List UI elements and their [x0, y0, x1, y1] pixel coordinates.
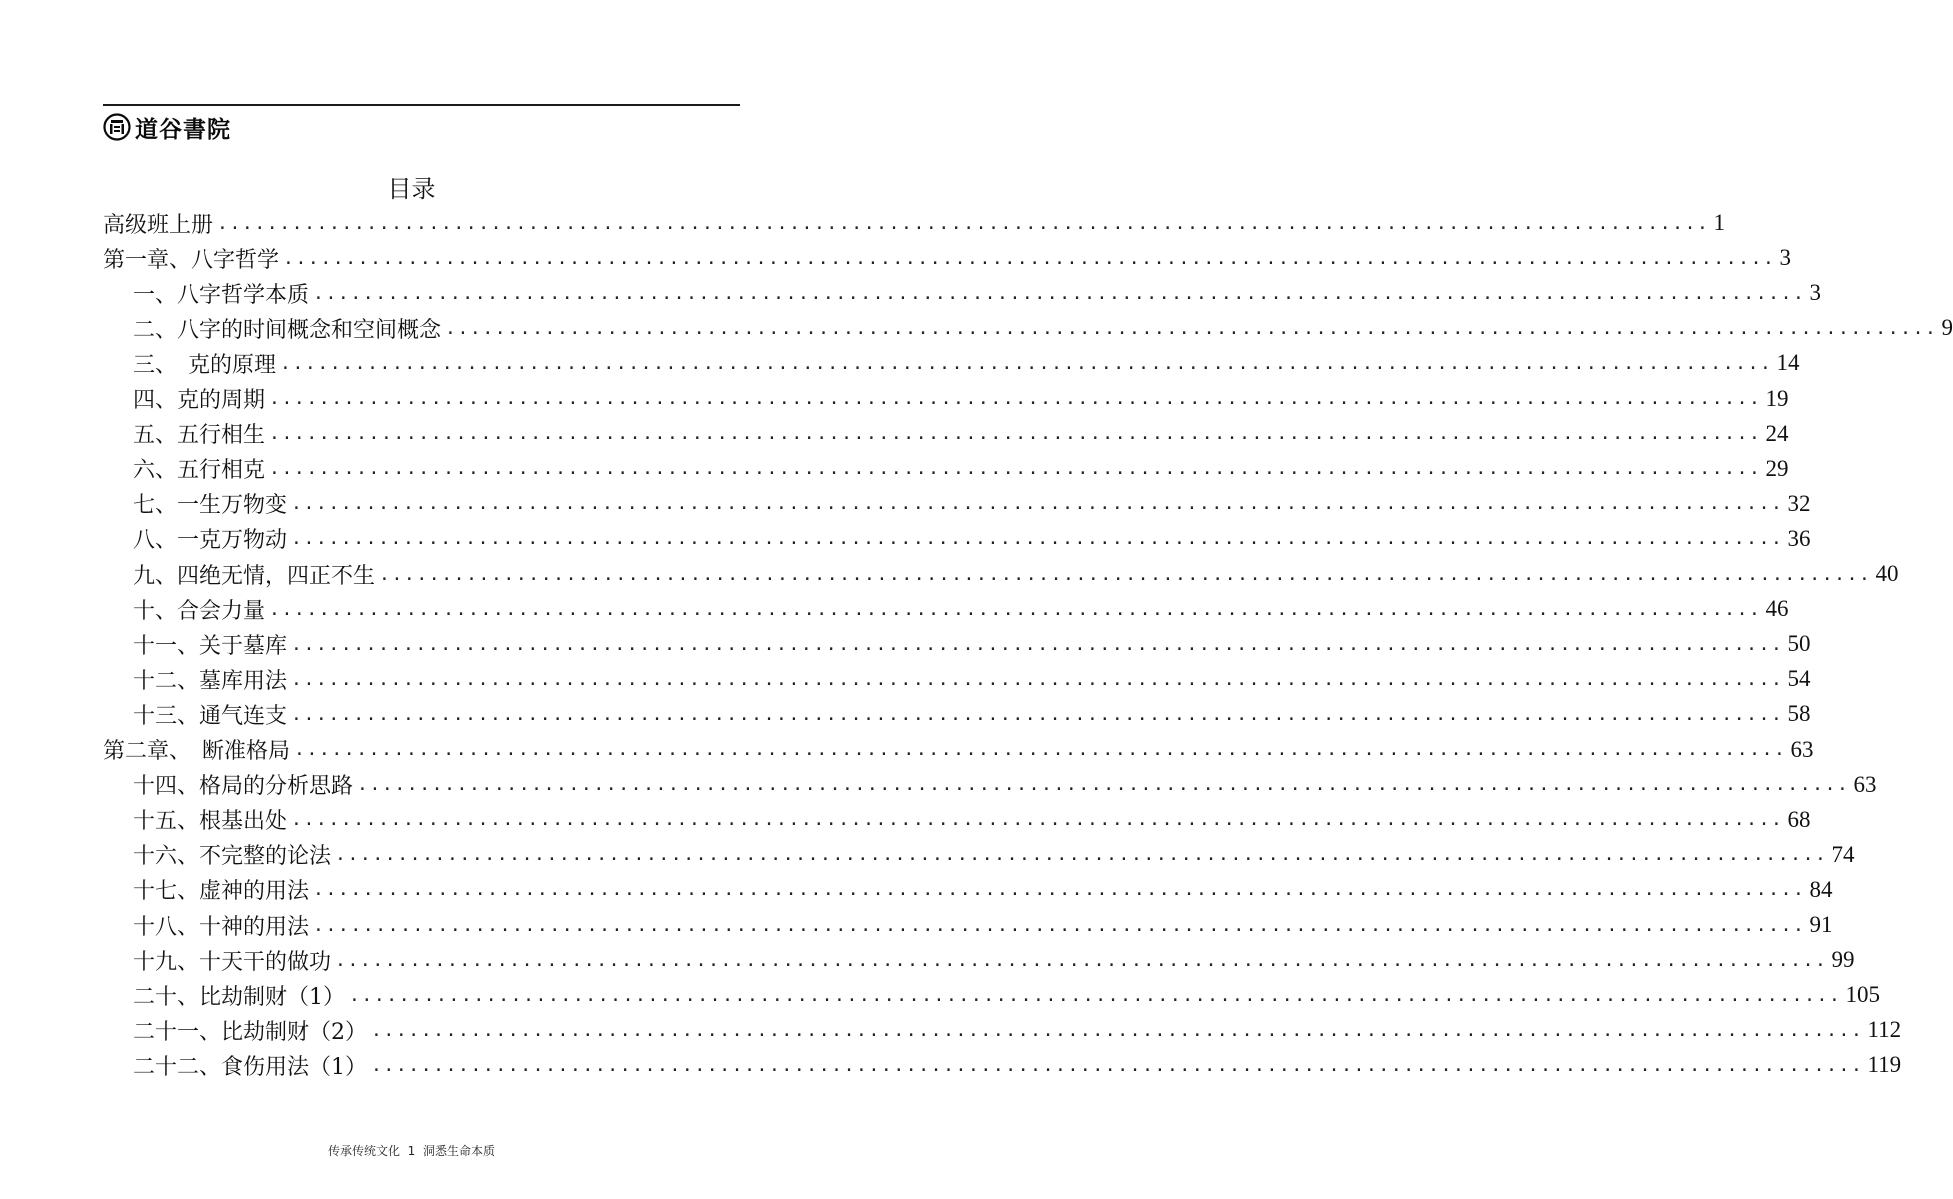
- toc-dot-leader: ........................................................................................................................: [371, 1019, 1864, 1041]
- toc-entry-page-number: 68: [1787, 806, 1811, 832]
- toc-entry-page-number: 50: [1787, 631, 1811, 657]
- toc-dot-leader: ........................................................................................................................: [291, 633, 1784, 655]
- toc-entry-label: 十九、十天干的做功: [133, 949, 332, 975]
- toc-entry-label: 二十、比劫制财（1）: [133, 984, 345, 1010]
- toc-entry-label: 二十一、比劫制财（2）: [133, 1019, 367, 1045]
- toc-dot-leader: ........................................................................................................................: [269, 388, 1762, 409]
- toc-dot-leader: ........................................................................................................................: [313, 914, 1806, 936]
- toc-entry-page-number: 74: [1831, 841, 1855, 867]
- seal-logo-icon: [103, 113, 131, 141]
- toc-entry-label: 十三、通气连支: [133, 703, 288, 729]
- toc-entry[interactable]: [133, 768, 1877, 802]
- toc-entry[interactable]: [133, 838, 1855, 872]
- toc-entry-label: 十、合会力量: [133, 598, 266, 624]
- toc-entry-label: 五、五行相生: [133, 423, 266, 449]
- toc-dot-leader: ........................................................................................................................: [349, 984, 1842, 1006]
- toc-entry[interactable]: [103, 206, 1725, 240]
- toc-dot-leader: ........................................................................................................................: [379, 563, 1872, 585]
- toc-entry[interactable]: [133, 276, 1821, 310]
- toc-entry-label: 二十二、食伤用法（1）: [133, 1054, 367, 1080]
- toc-entry-label: 十七、虚神的用法: [133, 879, 310, 905]
- toc-entry-page-number: 54: [1787, 666, 1811, 692]
- toc-entry-page-number: 105: [1845, 982, 1880, 1008]
- toc-entry[interactable]: [133, 978, 1880, 1012]
- toc-entry-page-number: 32: [1787, 490, 1811, 516]
- toc-entry-page-number: 3: [1809, 280, 1821, 306]
- toc-entry[interactable]: [133, 417, 1789, 451]
- toc-entry[interactable]: [133, 1048, 1902, 1082]
- toc-entry[interactable]: [133, 662, 1811, 696]
- toc-entry[interactable]: [133, 382, 1789, 416]
- toc-dot-leader: ........................................................................................................................: [335, 949, 1828, 971]
- toc-entry-page-number: 46: [1765, 596, 1789, 622]
- toc-entry-page-number: 3: [1779, 245, 1791, 271]
- toc-entry[interactable]: [133, 557, 1899, 591]
- toc-dot-leader: ........................................................................................................................: [217, 212, 1710, 234]
- toc-entry-label: 十一、关于墓库: [133, 633, 288, 659]
- toc-entry-label: 高级班上册: [103, 212, 214, 238]
- toc-entry[interactable]: [133, 346, 1800, 380]
- toc-entry-label: 四、克的周期: [133, 388, 266, 413]
- toc-entry[interactable]: [133, 627, 1811, 661]
- toc-entry-page-number: 63: [1853, 771, 1877, 797]
- toc-entry[interactable]: [133, 943, 1855, 977]
- toc-entry-page-number: 24: [1765, 420, 1789, 446]
- page-footer: 传承传统文化 1 洞悉生命本质: [328, 1144, 495, 1158]
- toc-entry-page-number: 119: [1867, 1052, 1902, 1078]
- toc-entry-page-number: 29: [1765, 455, 1789, 481]
- toc-entry[interactable]: [133, 311, 1953, 345]
- toc-dot-leader: ........................................................................................................................: [445, 317, 1938, 339]
- toc-entry-page-number: 112: [1867, 1017, 1902, 1043]
- toc-dot-leader: ........................................................................................................................: [335, 844, 1828, 866]
- toc-entry[interactable]: [133, 452, 1789, 486]
- toc-entry-label: 六、五行相克: [133, 458, 266, 484]
- toc-entry-label: 第二章、 断准格局: [103, 739, 291, 764]
- toc-entry[interactable]: [103, 241, 1791, 275]
- toc-dot-leader: ........................................................................................................................: [269, 423, 1762, 445]
- toc-dot-leader: ........................................................................................................................: [291, 809, 1784, 831]
- toc-entry[interactable]: [133, 908, 1833, 942]
- toc-entry-label: 九、四绝无情，四正不生: [133, 563, 376, 589]
- toc-entry-page-number: 1: [1713, 210, 1725, 235]
- toc-dot-leader: ........................................................................................................................: [283, 247, 1776, 269]
- toc-entry[interactable]: [133, 522, 1811, 556]
- toc-entry[interactable]: [133, 803, 1811, 837]
- toc-entry[interactable]: [133, 697, 1811, 731]
- toc-entry-page-number: 99: [1831, 947, 1855, 973]
- toc-entry-label: 十八、十神的用法: [133, 914, 310, 940]
- toc-entry-label: 十四、格局的分析思路: [133, 774, 354, 800]
- toc-entry-page-number: 63: [1790, 736, 1814, 762]
- toc-entry-label: 八、一克万物动: [133, 528, 288, 554]
- toc-entry-page-number: 36: [1787, 525, 1811, 551]
- toc-dot-leader: ........................................................................................................................: [294, 739, 1787, 760]
- toc-entry-page-number: 84: [1809, 876, 1833, 902]
- toc-entry-label: 二、八字的时间概念和空间概念: [133, 317, 442, 343]
- toc-dot-leader: ........................................................................................................................: [371, 1054, 1864, 1076]
- toc-entry-page-number: 40: [1875, 561, 1899, 586]
- toc-entry-page-number: 58: [1787, 701, 1811, 727]
- header-rule: [103, 104, 740, 106]
- toc-entry-label: 三、 克的原理: [133, 352, 277, 378]
- toc-dot-leader: ........................................................................................................................: [291, 528, 1784, 550]
- toc-dot-leader: ........................................................................................................................: [291, 668, 1784, 690]
- toc-dot-leader: ........................................................................................................................: [280, 352, 1773, 374]
- toc-entry-label: 十五、根基出处: [133, 809, 288, 835]
- toc-entry-label: 一、八字哲学本质: [133, 282, 310, 308]
- toc-dot-leader: ........................................................................................................................: [313, 282, 1806, 304]
- toc-entry-label: 七、一生万物变: [133, 493, 288, 519]
- toc-entry[interactable]: [133, 873, 1833, 907]
- toc-dot-leader: ........................................................................................................................: [357, 774, 1850, 796]
- toc-entry-label: 十二、墓库用法: [133, 668, 288, 694]
- toc-dot-leader: ........................................................................................................................: [269, 458, 1762, 480]
- toc-dot-leader: ........................................................................................................................: [269, 598, 1762, 620]
- toc-entry-page-number: 9: [1941, 315, 1953, 341]
- toc-entry[interactable]: [133, 592, 1789, 626]
- publisher-logo: [103, 110, 231, 144]
- toc-entry-page-number: 19: [1765, 385, 1789, 411]
- toc-entry[interactable]: [103, 733, 1814, 767]
- toc-entry[interactable]: [133, 1013, 1902, 1047]
- toc-dot-leader: ........................................................................................................................: [291, 493, 1784, 515]
- toc-title: 目录: [387, 175, 436, 203]
- toc-entry-label: 第一章、八字哲学: [103, 247, 280, 273]
- toc-entry-page-number: 91: [1809, 912, 1833, 937]
- toc-dot-leader: ........................................................................................................................: [291, 703, 1784, 725]
- toc-entry-page-number: 14: [1776, 350, 1800, 376]
- toc-entry[interactable]: [133, 487, 1811, 521]
- toc-dot-leader: ........................................................................................................................: [313, 879, 1806, 901]
- logo-text: 道谷書院: [135, 116, 231, 143]
- toc-entry-label: 十六、不完整的论法: [133, 844, 332, 870]
